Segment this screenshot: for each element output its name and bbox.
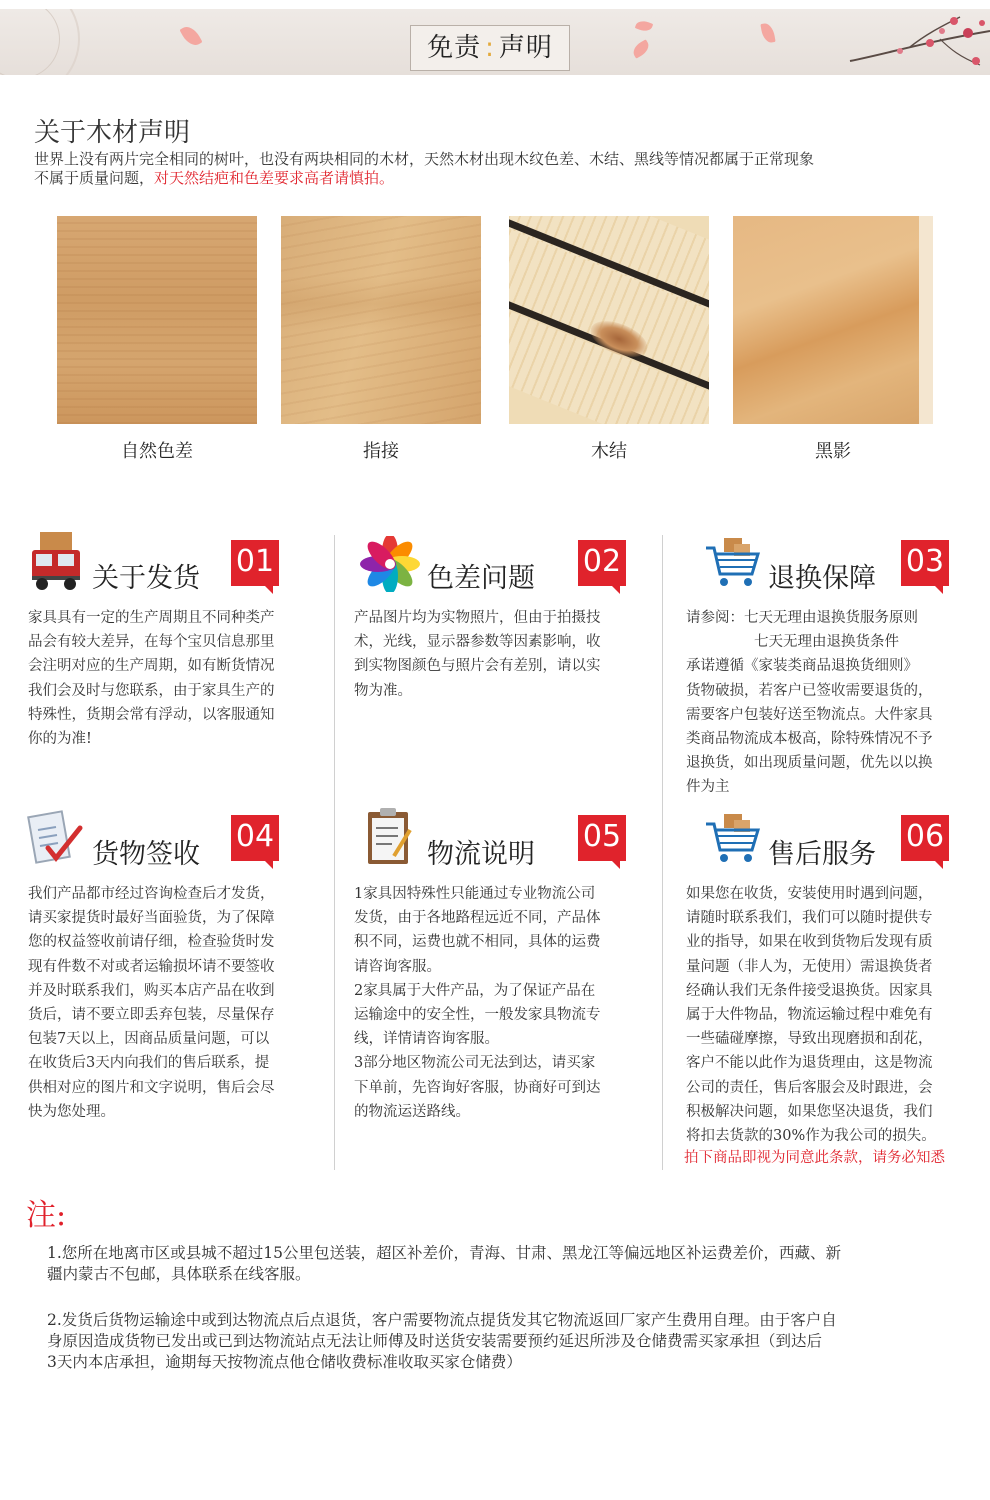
card-number-badge: 05 — [578, 815, 626, 861]
wood-section-title: 关于木材声明 — [34, 118, 191, 148]
wood-sample-finger-joint — [281, 216, 481, 424]
note-line: 3天内本店承担，逾期每天按物流点他仓储收费标准收取买家仓储费） — [47, 1353, 522, 1371]
card-line: 下单前，先咨询好客服，协商好可到达 — [354, 1079, 601, 1096]
card-line: 术，光线，显示器参数等因素影响，收 — [354, 634, 601, 651]
petal-icon — [760, 22, 775, 44]
card-line: 到实物图颜色与照片会有差别，请以实 — [354, 658, 601, 675]
card-line: 1家具因特殊性只能通过专业物流公司 — [354, 886, 596, 902]
note-line: 1.您所在地离市区或县城不超过15公里包送装，超区补差价，青海、甘肃、黑龙江等偏远地区补运费差价，西藏、新 — [47, 1244, 842, 1262]
card-line: 公司的责任，售后客服会及时跟进，会 — [686, 1079, 933, 1096]
card-line: 家具具有一定的生产周期且不同种类产 — [28, 610, 275, 626]
color-wheel-icon — [360, 536, 420, 592]
card-line: 件为主 — [686, 779, 730, 796]
card-body-color — [354, 606, 654, 703]
card-line: 如果您在收货，安装使用时遇到问题， — [686, 886, 933, 902]
card-number-badge: 02 — [578, 540, 626, 586]
page-title — [410, 25, 570, 71]
card-line: 2家具属于大件产品，为了保证产品在 — [354, 982, 596, 999]
wood-desc-line2 — [34, 169, 974, 188]
wood-sample-knot — [509, 216, 709, 424]
title-left: 免责 — [427, 33, 482, 63]
card-body-aftersales — [686, 882, 976, 1148]
card-line: 特殊性，货期会常有浮动，以客服通知 — [28, 706, 275, 723]
petal-icon — [630, 39, 652, 58]
card-line: 并及时联系我们，购买本店产品在收到 — [28, 982, 275, 999]
card-title-aftersales: 售后服务 — [768, 839, 876, 870]
wood-section-description — [34, 150, 974, 188]
card-line: 线，详情请咨询客服。 — [354, 1031, 499, 1048]
card-line: 承诺遵循《家装类商品退换货细则》 — [686, 658, 918, 675]
title-separator: : — [485, 33, 495, 63]
wood-label: 指接 — [363, 441, 399, 462]
card-line: 现有件数不对或者运输损坏请不要签收 — [28, 958, 275, 975]
card-line: 运输途中的安全性，一般发家具物流专 — [354, 1007, 601, 1024]
card-number-badge: 06 — [901, 815, 949, 861]
wood-sample-natural-color — [57, 216, 257, 424]
card-line: 货物破损，若客户已签收需要退货的， — [686, 682, 933, 699]
plum-blossom-icon — [830, 9, 990, 75]
note-paragraph-2 — [47, 1310, 927, 1373]
card-title-logistics: 物流说明 — [427, 839, 535, 870]
card-title-receipt: 货物签收 — [92, 839, 200, 870]
card-line: 的物流运送路线。 — [354, 1103, 470, 1120]
wood-desc-line1: 世界上没有两片完全相同的树叶，也没有两块相同的木材，天然木材出现木纹色差、木结、黑线等情况都属于正常现象 — [34, 150, 815, 168]
card-line: 经确认我们无条件接受退换货。因家具 — [686, 982, 933, 999]
card-line: 货后，请不要立即丢弃包装，尽量保存 — [28, 1007, 275, 1024]
checklist-icon — [26, 810, 84, 868]
card-line: 产品图片均为实物照片，但由于拍摄技 — [354, 610, 601, 626]
card-line: 品会有较大差异，在每个宝贝信息那里 — [28, 634, 275, 651]
wood-desc-warning: 对天然结疤和色差要求高者请慎拍。 — [154, 169, 395, 187]
note-line: 疆内蒙古不包邮，具体联系在线客服。 — [47, 1265, 311, 1283]
card-title-shipping: 关于发货 — [92, 563, 200, 594]
note-line: 2.发货后货物运输途中或到达物流点后点退货，客户需要物流点提货发其它物流返回厂家产生费用自理。由于客户自 — [47, 1311, 837, 1329]
card-line: 客户不能以此作为退货理由，这是物流 — [686, 1055, 933, 1072]
column-divider — [662, 535, 663, 1170]
card-body-receipt — [28, 882, 328, 1124]
card-line: 物为准。 — [354, 682, 412, 699]
card-line: 业的指导，如果在收到货物后发现有质 — [686, 934, 933, 951]
card-line: 我们会及时与您联系，由于家具生产的 — [28, 682, 275, 699]
card-line: 积不同，运费也就不相同，具体的运费 — [354, 934, 601, 951]
card-line: 请随时联系我们，我们可以随时提供专 — [686, 910, 933, 927]
title-right: 声明 — [498, 33, 553, 63]
notes-title: 注: — [26, 1198, 67, 1233]
card-line: 退换货，如出现质量问题，优先以以换 — [686, 755, 933, 772]
card-body-return — [686, 606, 976, 800]
card-line: 积极解决问题，如果您坚决退货，我们 — [686, 1103, 933, 1120]
card-line: 在收货后3天内向我们的售后联系，提 — [28, 1055, 270, 1072]
note-paragraph-1 — [47, 1243, 927, 1285]
card-line: 一些磕碰摩擦，导致出现磨损和刮花， — [686, 1031, 933, 1048]
card-number-badge: 03 — [901, 540, 949, 586]
aftersales-warning: 拍下商品即视为同意此条款，请务必知悉 — [684, 1150, 945, 1166]
card-body-logistics — [354, 882, 654, 1124]
truck-icon — [26, 530, 86, 592]
petal-icon — [179, 23, 202, 49]
wood-sample-black-shadow — [733, 216, 933, 424]
card-line: 类商品物流成本极高，除特殊情况不予 — [686, 731, 933, 748]
cart-icon — [704, 810, 762, 868]
card-number-badge: 01 — [231, 540, 279, 586]
wood-desc-text: 不属于质量问题， — [34, 169, 155, 187]
card-line: 量问题（非人为，无使用）需退换货者 — [686, 958, 933, 975]
column-divider — [334, 535, 335, 1170]
card-line: 请咨询客服。 — [354, 958, 441, 975]
card-line: 会注明对应的生产周期，如有断货情况 — [28, 658, 275, 675]
card-title-color: 色差问题 — [427, 563, 535, 594]
card-line: 供相对应的图片和文字说明，售后会尽 — [28, 1079, 275, 1096]
card-line: 请参阅：七天无理由退换货服务原则 — [686, 610, 918, 626]
card-line: 需要客户包装好送至物流点。大件家具 — [686, 706, 933, 723]
header-banner — [0, 9, 990, 75]
petal-icon — [635, 19, 653, 34]
wood-label: 自然色差 — [121, 441, 193, 462]
card-line: 请买家提货时最好当面验货，为了保障 — [28, 910, 275, 927]
card-line: 3部分地区物流公司无法到达，请买家 — [354, 1055, 596, 1072]
card-line: 将扣去货款的30%作为我公司的损失。 — [686, 1128, 936, 1145]
card-number-badge: 04 — [231, 815, 279, 861]
wood-label: 黑影 — [815, 441, 851, 462]
card-line: 包装7天以上，因商品质量问题，可以 — [28, 1031, 270, 1048]
card-body-shipping — [28, 606, 318, 751]
clipboard-icon — [364, 806, 416, 868]
card-line: 七天无理由退换货条件 — [754, 634, 899, 651]
card-line: 你的为准! — [28, 731, 92, 748]
card-line: 属于大件物品，物流运输过程中难免有 — [686, 1007, 933, 1024]
card-title-return: 退换保障 — [768, 563, 876, 594]
card-line: 快为您处理。 — [28, 1103, 115, 1120]
card-line: 您的权益签收前请仔细，检查验货时发 — [28, 934, 275, 951]
card-line: 发货，由于各地路程远近不同，产品体 — [354, 910, 601, 927]
card-line: 我们产品都市经过咨询检查后才发货， — [28, 886, 275, 902]
cart-icon — [704, 534, 762, 592]
note-line: 身原因造成货物已发出或已到达物流站点无法让师傅及时送货安装需要预约延迟所涉及仓储费需买家承担（到达后 — [47, 1332, 823, 1350]
wood-label: 木结 — [591, 441, 627, 462]
